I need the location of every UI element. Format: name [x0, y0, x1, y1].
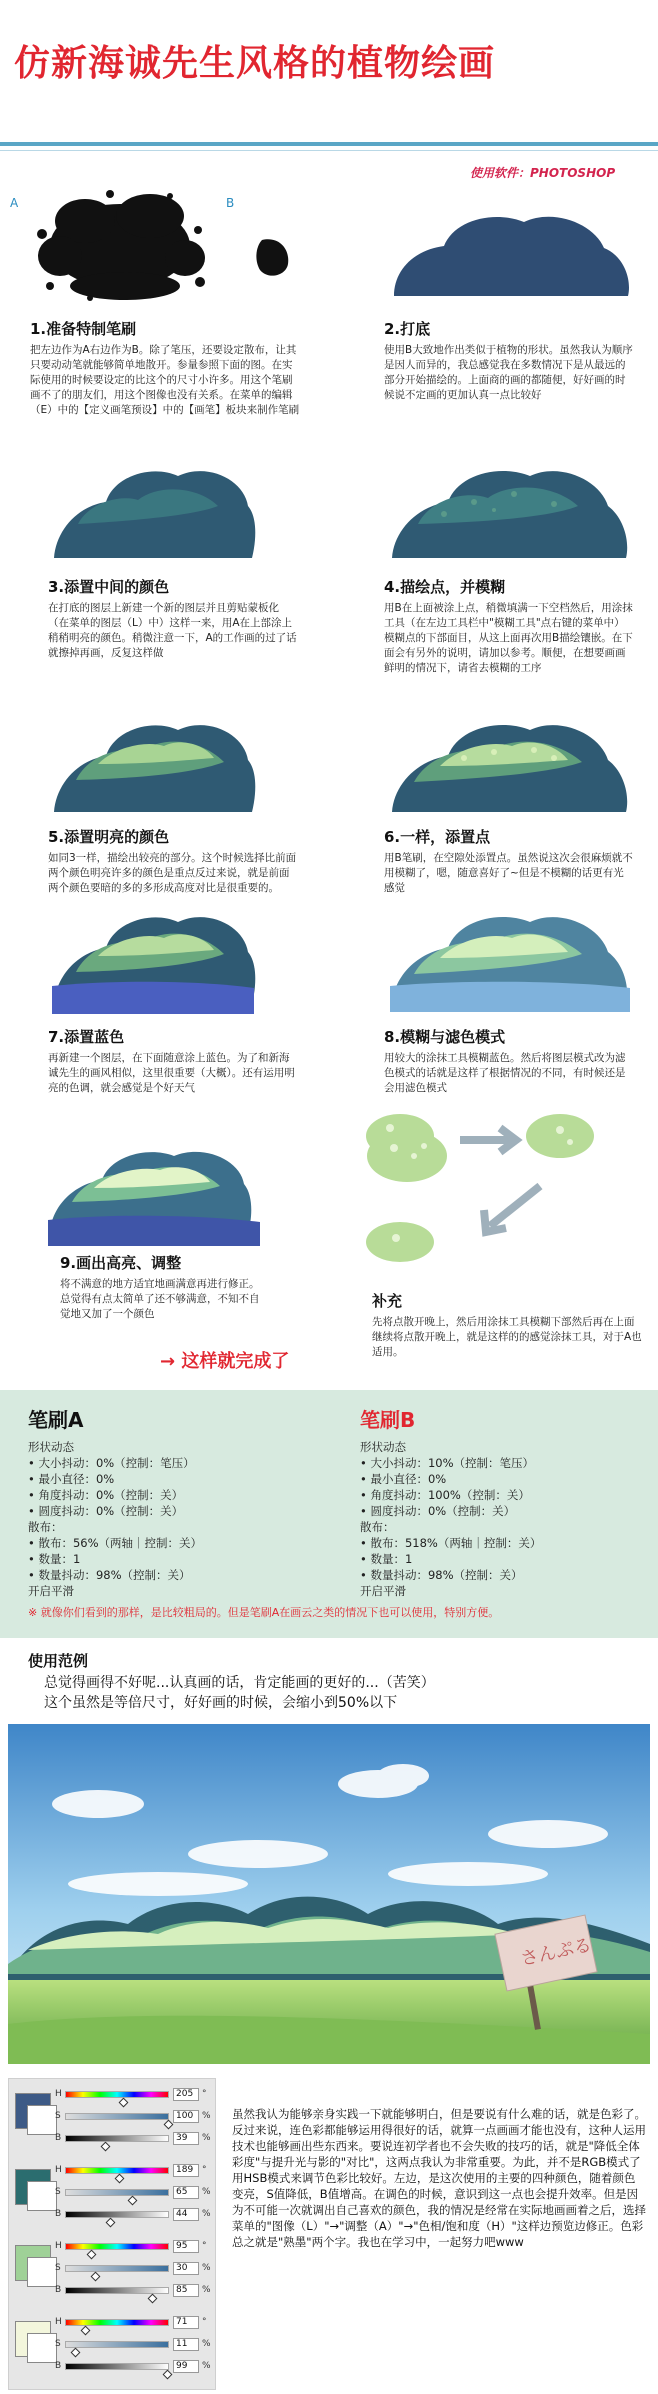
brush-b-line: • 角度抖动：100%（控制：关） — [360, 1488, 530, 1502]
step-6-title: 6.一样，添置点 — [384, 828, 491, 846]
supplement — [372, 1290, 642, 1360]
step-7 — [48, 1026, 298, 1096]
hsb-color-panels — [8, 2078, 216, 2390]
brightness-slider[interactable] — [65, 2363, 169, 2370]
slider-knob[interactable] — [163, 2370, 173, 2380]
brush-b-line: • 数量：1 — [360, 1552, 413, 1566]
slider-knob[interactable] — [105, 2218, 115, 2228]
usage-title: 使用范例 — [28, 1652, 89, 1670]
hue-value[interactable]: 205 — [173, 2088, 199, 2101]
step-3 — [48, 576, 298, 661]
brightness-slider[interactable] — [65, 2287, 169, 2294]
color-advice-text: 虽然我认为能够亲身实践一下就能够明白，但是要说有什么难的话，就是色彩了。反过来说，连色彩都能够运用得很好的话，就算一点画画才能也没有，这种人运用技术也能够画出些东西来。要说连初学者也不会失败的技巧的话，就是"降低全体彩度"与提升光与影的"对比"，这两点我认为非常重要。为此，并不是RGB模式了用HSB模式来调节色彩比较好。左边，是这次使用的主要的四种颜色，随着颜色变亮，S值降低，B值增高。在调色的时候，意识到这一点也会提升效率。但是因为不可能一次就调出自己喜欢的颜色，我的情况是经常在实际地画画着之后，选择菜单的"图像（L）"→"调整（A）"→"色相/饱和度（H）"这样边预览边修正。色彩总之就是"熟墨"两个字。我也在学习中，一起努力吧www — [232, 2107, 646, 2249]
step-2-title: 2.打底 — [384, 320, 431, 338]
color-swatch-background[interactable] — [27, 2257, 57, 2287]
slider-knob[interactable] — [71, 2348, 81, 2358]
step-6-text: 用B笔刷，在空隙处添置点。虽然说这次会很麻烦就不用模糊了，嗯，随意喜好了~但是不模糊的话更有光感觉 — [384, 852, 633, 894]
step7-illustration — [48, 900, 258, 1020]
brush-a-line: • 大小抖动：0%（控制：笔压） — [28, 1456, 195, 1470]
brush-b-title: 笔刷B — [360, 1408, 416, 1432]
step-3-text: 在打底的图层上新建一个新的图层并且剪贴蒙板化（在菜单的图层（L）中）这样一来，用A在上部涂上稍稍明亮的颜色。稍微注意一下，A的工作画的过了话就擦掉再画，反复这样做 — [48, 602, 297, 659]
header-divider-thin — [0, 150, 658, 151]
usage-line-1: 总觉得画得不好呢...认真画的话，肯定能画的更好的...（苦笑） — [44, 1675, 435, 1691]
brush-b-line: 形状动态 — [360, 1440, 406, 1454]
saturation-value[interactable]: 100 — [173, 2110, 199, 2123]
saturation-slider[interactable] — [65, 2341, 169, 2348]
step-5 — [48, 826, 298, 896]
header-divider — [0, 142, 658, 146]
step-1 — [30, 318, 300, 418]
slider-knob[interactable] — [127, 2196, 137, 2206]
saturation-unit: % — [202, 2187, 211, 2197]
step5-illustration — [48, 708, 258, 818]
step-6 — [384, 826, 634, 896]
step-9-text: 将不满意的地方适宜地画满意再进行修正。总觉得有点太简单了还不够满意，不知不自觉地又加了一个颜色 — [60, 1278, 260, 1320]
step8-illustration — [384, 900, 634, 1020]
hue-label: H — [55, 2241, 62, 2251]
brush-a-settings — [28, 1404, 328, 1599]
brush-a-label: A — [10, 196, 19, 210]
step6-illustration — [384, 708, 634, 818]
hue-unit: ° — [202, 2089, 207, 2099]
hue-slider[interactable] — [65, 2091, 169, 2098]
brush-a-line: • 圆度抖动：0%（控制：关） — [28, 1504, 184, 1518]
saturation-unit: % — [202, 2111, 211, 2121]
step-5-text: 如同3一样，描绘出较亮的部分。这个时候选择比前面两个颜色明亮许多的颜色是重点反过来说，就是前面两个颜色要暗的多的多形成高度对比是很重要的。 — [48, 852, 297, 894]
step-8-title: 8.模糊与滤色模式 — [384, 1028, 506, 1046]
slider-knob[interactable] — [114, 2174, 124, 2184]
color-swatch-background[interactable] — [27, 2105, 57, 2135]
hue-value[interactable]: 71 — [173, 2316, 199, 2329]
brush-settings-panel — [0, 1390, 658, 1638]
sample-painting — [8, 1724, 650, 2064]
step-4-text: 用B在上面被涂上点，稍微填满一下空档然后，用涂抹工具（在左边工具栏中"模糊工具"点右键的菜单中）模糊点的下部面目，从这上面再次用B描绘镶嵌。在下面会有另外的说明，请加以参考。顺便，在想要画画鲜明的情况下，请省去模糊的工序 — [384, 602, 633, 674]
step-1-title: 1.准备特制笔刷 — [30, 320, 137, 338]
hue-slider[interactable] — [65, 2167, 169, 2174]
brush-a-line: 形状动态 — [28, 1440, 74, 1454]
brush-a-line: 开启平滑 — [28, 1584, 74, 1598]
brightness-unit: % — [202, 2285, 211, 2295]
slider-knob[interactable] — [100, 2142, 110, 2152]
hue-label: H — [55, 2165, 62, 2175]
slider-knob[interactable] — [164, 2120, 174, 2130]
hue-value[interactable]: 95 — [173, 2240, 199, 2253]
sign-text: さんぷる — [518, 1934, 594, 1971]
saturation-label: S — [55, 2339, 61, 2349]
step-4 — [384, 576, 634, 676]
saturation-unit: % — [202, 2339, 211, 2349]
brush-b-line: 开启平滑 — [360, 1584, 406, 1598]
step2-illustration — [384, 200, 634, 304]
saturation-label: S — [55, 2111, 61, 2121]
color-swatch-background[interactable] — [27, 2181, 57, 2211]
hsb-row-4 — [15, 2315, 211, 2387]
brush-a-sample — [30, 186, 210, 306]
brightness-value[interactable]: 39 — [173, 2132, 199, 2145]
hue-unit: ° — [202, 2241, 207, 2251]
step-9 — [60, 1252, 260, 1322]
brightness-unit: % — [202, 2133, 211, 2143]
brush-a-line: 散布： — [28, 1520, 63, 1534]
saturation-label: S — [55, 2187, 61, 2197]
page-title: 仿新海诚先生风格的植物绘画 — [14, 43, 496, 84]
brush-b-line: • 大小抖动：10%（控制：笔压） — [360, 1456, 534, 1470]
hsb-row-2 — [15, 2163, 211, 2235]
color-swatch-background[interactable] — [27, 2333, 57, 2363]
brightness-label: B — [55, 2285, 62, 2295]
step-8 — [384, 1026, 634, 1096]
hue-value[interactable]: 189 — [173, 2164, 199, 2177]
brightness-value[interactable]: 99 — [173, 2360, 199, 2373]
saturation-slider[interactable] — [65, 2113, 169, 2120]
step-4-title: 4.描绘点，并模糊 — [384, 578, 506, 596]
step-7-text: 再新建一个图层，在下面随意涂上蓝色。为了和新海诚先生的画风相似，这里很重要（大概）。还有运用明亮的色调，就会感觉是个好天气 — [48, 1052, 295, 1094]
brush-note: ※ 就像你们看到的那样，是比较粗局的。但是笔刷A在画云之类的情况下也可以使用，特别方便。 — [28, 1606, 500, 1619]
hue-slider[interactable] — [65, 2319, 169, 2326]
hsb-row-3 — [15, 2239, 211, 2311]
slider-knob[interactable] — [80, 2326, 90, 2336]
hue-label: H — [55, 2317, 62, 2327]
brightness-slider[interactable] — [65, 2211, 169, 2218]
step-2 — [384, 318, 634, 403]
step3-illustration — [48, 454, 258, 564]
software-label: 使用软件：PHOTOSHOP — [470, 166, 616, 180]
brush-b-sample — [256, 236, 292, 278]
brightness-value[interactable]: 44 — [173, 2208, 199, 2221]
brush-b-line: • 最小直径：0% — [360, 1472, 447, 1486]
brush-b-line: 散布： — [360, 1520, 395, 1534]
brightness-slider[interactable] — [65, 2135, 169, 2142]
saturation-slider[interactable] — [65, 2265, 169, 2272]
step-2-text: 使用B大致地作出类似于植物的形状。虽然我认为顺序是因人而异的，我总感觉我在多数情况下是从最远的部分开始描绘的。上面商的画的都随便，好好画的时候说不定画的更加认真一点比较好 — [384, 344, 633, 401]
brush-b-settings — [360, 1404, 658, 1599]
hue-unit: ° — [202, 2317, 207, 2327]
saturation-unit: % — [202, 2263, 211, 2273]
step-3-title: 3.添置中间的颜色 — [48, 578, 170, 596]
brightness-label: B — [55, 2133, 62, 2143]
brush-a-title: 笔刷A — [28, 1408, 84, 1432]
hue-unit: ° — [202, 2165, 207, 2175]
step-7-title: 7.添置蓝色 — [48, 1028, 125, 1046]
slider-knob[interactable] — [148, 2294, 158, 2304]
usage-line-2: 这个虽然是等倍尺寸，好好画的时候，会缩小到50%以下 — [44, 1695, 398, 1711]
brush-b-line: • 散布：518%（两轴｜控制：关） — [360, 1536, 542, 1550]
step-1-text: 把左边作为A右边作为B。除了笔压，还要设定散布，让其只要动动笔就能够简单地散开。参量参照下面的图。在实际使用的时候要设定的比这个的尺寸小许多。用这个笔刷画不了的朋友们，用这个图像也没有关系。在菜单的编辑（E）中的【定义画笔预设】中的【画笔】板块来制作笔刷 — [30, 344, 300, 416]
saturation-slider[interactable] — [65, 2189, 169, 2196]
hue-slider[interactable] — [65, 2243, 169, 2250]
saturation-value[interactable]: 11 — [173, 2338, 199, 2351]
saturation-value[interactable]: 30 — [173, 2262, 199, 2275]
brightness-label: B — [55, 2209, 62, 2219]
step4-illustration — [384, 454, 634, 564]
brightness-unit: % — [202, 2361, 211, 2371]
brush-a-line: • 数量：1 — [28, 1552, 81, 1566]
blob-sample — [364, 1126, 450, 1186]
supplement-text: 先将点散开晚上，然后用涂抹工具模糊下部然后再在上面继续将点散开晚上，就是这样的的感觉涂抹工具，对于A也适用。 — [372, 1316, 642, 1358]
supplement-title: 补充 — [372, 1292, 403, 1310]
brush-b-line: • 圆度抖动：0%（控制：关） — [360, 1504, 516, 1518]
done-text: → 这样就完成了 — [160, 1351, 290, 1372]
brush-a-line: • 散布：56%（两轴｜控制：关） — [28, 1536, 202, 1550]
brightness-unit: % — [202, 2209, 211, 2219]
slider-knob[interactable] — [119, 2098, 129, 2108]
brightness-label: B — [55, 2361, 62, 2371]
step-9-title: 9.画出高亮、调整 — [60, 1254, 182, 1272]
slider-knob[interactable] — [87, 2250, 97, 2260]
step-5-title: 5.添置明亮的颜色 — [48, 828, 170, 846]
brush-b-line: • 数量抖动：98%（控制：关） — [360, 1568, 523, 1582]
arrow-down-left-icon — [490, 1186, 540, 1226]
brush-a-line: • 最小直径：0% — [28, 1472, 115, 1486]
brush-b-label: B — [226, 196, 235, 210]
brush-a-line: • 角度抖动：0%（控制：关） — [28, 1488, 184, 1502]
step9-illustration — [44, 1140, 264, 1248]
hsb-row-1 — [15, 2087, 211, 2159]
slider-knob[interactable] — [91, 2272, 101, 2282]
brightness-value[interactable]: 85 — [173, 2284, 199, 2297]
saturation-value[interactable]: 65 — [173, 2186, 199, 2199]
step-8-text: 用较大的涂抹工具模糊蓝色。然后将图层模式改为滤色模式的话就是这样了根据情况的不同，有时候还是会用滤色模式 — [384, 1052, 626, 1094]
saturation-label: S — [55, 2263, 61, 2273]
hue-label: H — [55, 2089, 62, 2099]
brush-a-line: • 数量抖动：98%（控制：关） — [28, 1568, 191, 1582]
